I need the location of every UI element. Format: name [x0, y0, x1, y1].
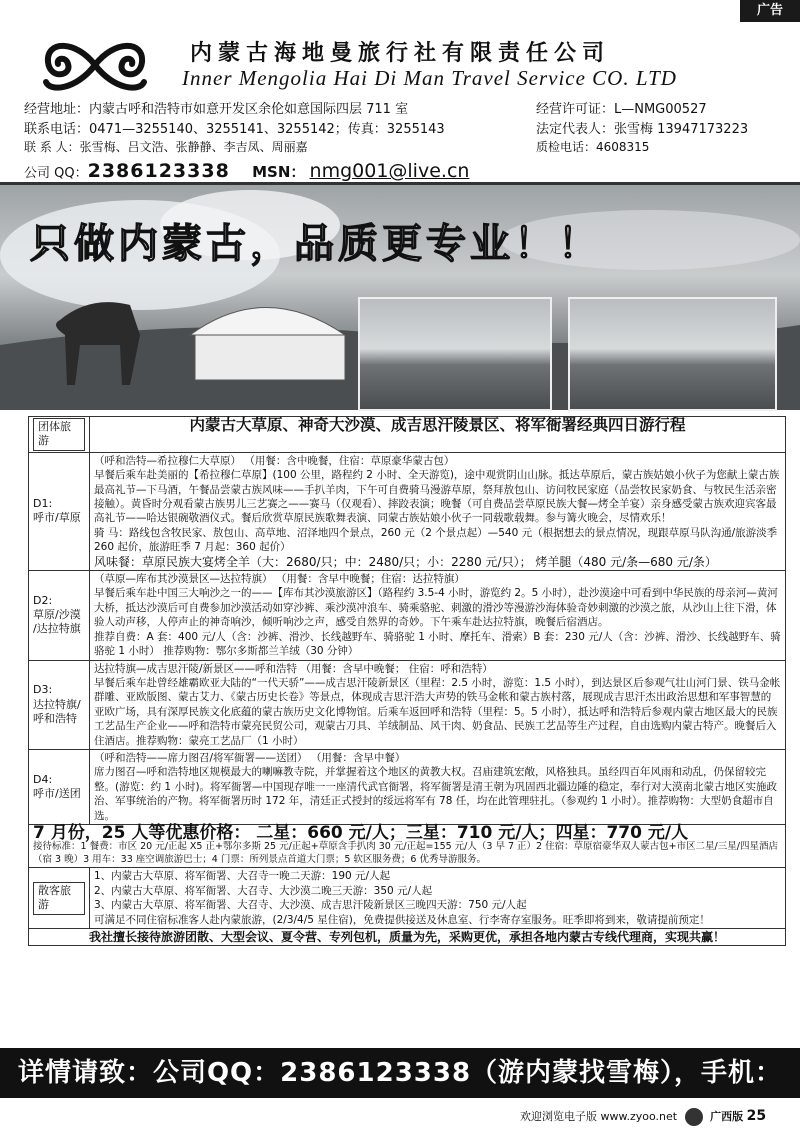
footer — [520, 1108, 766, 1126]
day-content — [90, 571, 786, 660]
scatter-content — [90, 868, 786, 929]
company-quality-phone: 质检电话：4608315 — [536, 140, 650, 154]
day-header: （呼和浩特——席力图召/将军衙署——送团） （用餐：含早中餐） — [94, 751, 406, 764]
company-name-en: Inner Mengolia Hai Di Man Travel Service CO. LTD — [182, 66, 677, 90]
day-body: 早餐后乘车赴中国三大响沙之一的——【库布其沙漠旅游区】（路程约 3.5-4 小时，游览约 2。5 小时），赴沙漠途中可看到中华民族的母亲河—黄河大桥，抵达沙漠后可自费参加沙漠活动如穿沙裤、乘沙漠冲浪车、骑乘骆驼、刺激的滑沙等漫游沙海体验奇妙刺激的沙漠之旅，从沙山上往下滑，体验人动声移，人停声止的神奇响沙，倾听响沙之声，感受自然界的奇妙。下午乘车赴达拉特旗，晚餐后宿酒店。 — [94, 587, 778, 629]
scatter-line: 1、内蒙古大草原、将军衙署、大召寺一晚二天游：190 元/人起 — [94, 870, 391, 883]
footer-site[interactable]: 欢迎浏览电子版 www.zyoo.net — [520, 1110, 678, 1123]
group-tour-label: 团体旅游 — [33, 418, 85, 451]
tour-title: 内蒙古大草原、神奇大沙漠、成吉思汗陵景区、将军衙署经典四日游行程 — [90, 417, 786, 453]
msn-address[interactable]: nmg001@live.cn — [309, 160, 470, 182]
company-contacts: 联 系 人：张雪梅、吕文浩、张静静、李吉凤、周丽嘉 — [24, 140, 308, 154]
day-body: 早餐后乘车赴美丽的【希拉穆仁草原】(100 公里，路程约 2 小时、全天游览)，途中观赏阴山山脉。抵达草原后，蒙古族姑娘小伙子为您献上蒙古族最高礼节—下马酒，午餐品尝蒙古族风味——手扒羊肉，下午可自费骑马漫游草原，祭拜敖包山、访问牧民家庭（品尝牧民家奶食、与牧民生活亲密接触）。黄昏时分观看蒙古族男儿三艺赛之——赛马（仅观看）、摔跤表演；晚餐（可自费品尝草原民族大餐—烤全羊宴）亲身感受蒙古族欢迎宾客最高礼节——哈达银碗敬酒仪式。餐后欣赏草原民族歌舞表演、同蒙古族姑娘小伙子一同载歌载舞。参与篝火晚会，尽情欢乐！ — [94, 469, 780, 525]
company-name-cn: 内蒙古海地曼旅行社有限责任公司 — [190, 40, 611, 66]
day-content — [90, 452, 786, 570]
day-row-4 — [29, 749, 786, 824]
qq-number[interactable]: 2386123338 — [87, 160, 230, 182]
day-content — [90, 749, 786, 824]
contact-line — [24, 160, 469, 182]
closing-statement: 我社擅长接待旅游团散、大型会议、夏令营、专列包机，质量为先，采购更优，承担各地内蒙古专线代理商，实现共赢！ — [29, 929, 786, 946]
yurt-camp-photo — [568, 297, 777, 411]
group-tour-label-cell — [29, 417, 90, 453]
day-label: D1: 呼市/草原 — [29, 452, 90, 570]
day-extra: 风味餐：草原民族大宴烤全羊（大：2680/只；中：2480/只；小：2280 元/只）； 烤羊腿（480 元/条—680 元/条） — [94, 554, 717, 569]
day-extra: 骑 马：路线包含牧民家、敖包山、高草地、沼泽地四个景点，260 元（2 个景点起）—540 元（根据想去的景点情况，现跟草原马队沟通/旅游淡季 260 起价，旅游旺季 7 月起：360 起价） — [94, 526, 778, 554]
day-body: 早餐后乘车赴曾经雄霸欧亚大陆的“一代天骄”——成吉思汗陵新景区（里程：2.5 小时，游览：1.5 小时），到达景区后参观气壮山河门景、铁马金帐群雕、亚欧版图、蒙古艾力、《蒙古历史长卷》等景点，体现成吉思汗浩大声势的铁马金帐和蒙古族村落，展现成吉思汗杰出政治思想和军事智慧的亚欧广场，具有深厚民族文化底蕴的蒙古族历史文化博物馆。后乘车返回呼和浩特（里程：5。5 小时），抵达呼和浩特后参观内蒙古地区最大的民族工艺品生产企业——呼和浩特市蒙亮民贸公司，观蒙古刀具、羊绒制品、风干肉、奶食品、民族工艺品等生产过程，自由选购内蒙古特产。晚餐后入住酒店。推荐购物：蒙亮工艺品厂（1 小时） — [94, 676, 781, 747]
company-logo-icon — [36, 30, 154, 100]
contact-bar: 详情请致：公司QQ：2386123338（游内蒙找雪梅），手机：13947173223 — [0, 1048, 800, 1098]
itinerary-table — [28, 416, 786, 946]
day-extra: 推荐自费：A 套：400 元/人（含：沙裤、滑沙、长线越野车、骑骆驼 1 小时、摩托车、滑索）B 套：230 元/人（含：沙裤、滑沙、长线越野车、骑骆驼 1 小时） 推荐购物：鄂尔多斯都兰羊绒（30 分钟） — [94, 630, 781, 658]
day-row-3 — [29, 660, 786, 749]
day-header: 达拉特旗—成吉思汗陵/新景区——呼和浩特 （用餐：含早中晚餐； 住宿：呼和浩特） — [94, 662, 493, 675]
service-standard: 接待标准：1 餐费：市区 20 元/正起 X5 正+鄂尔多斯 25 元/正起+草原含手扒肉 30 元/正起=155 元/人（3 早 7 正）2 住宿：草原宿豪华双人蒙古包+市区二星/三星/四星酒店（宿 3 晚）3 用车：33 座空调旅游巴士；4 门票：所列景点首道大门票；5 软区服务费；6 优秀导游服务。 — [33, 841, 778, 866]
company-legal-rep: 法定代表人：张雪梅 13947173223 — [536, 122, 749, 137]
day-content — [90, 660, 786, 749]
day-header: （呼和浩特—希拉穆仁大草原） （用餐：含中晚餐，住宿：草原豪华蒙古包） — [94, 454, 455, 467]
scatter-label-cell — [29, 868, 90, 929]
scatter-line: 3、内蒙古大草原、将军衙署、大召寺、大沙漠、成吉思汗陵新景区三晚四天游：750 元/人起 — [94, 899, 527, 912]
scatter-tour-label: 散客旅游 — [33, 882, 85, 915]
promo-price: 7 月份，25 人等优惠价格： 二星：660 元/人；三星：710 元/人；四星：770 元/人 — [33, 822, 689, 843]
day-header: （草原—库布其沙漠景区—达拉特旗） （用餐：含早中晚餐；住宿：达拉特旗） — [94, 573, 465, 586]
footer-edition: 广西版 — [710, 1110, 744, 1123]
scatter-line: 2、内蒙古大草原、将军衙署、大召寺、大沙漠二晚三天游：350 元/人起 — [94, 884, 433, 897]
promo-row — [29, 824, 786, 867]
site-logo-icon — [685, 1108, 703, 1126]
company-address: 经营地址：内蒙古呼和浩特市如意开发区余伦如意国际四层 711 室 — [24, 102, 409, 117]
day-label: D4: 呼市/送团 — [29, 749, 90, 824]
company-license: 经营许可证：L—NMG00527 — [536, 102, 707, 117]
mausoleum-photo — [358, 297, 552, 411]
day-row-2 — [29, 571, 786, 660]
ad-label: 广告 — [740, 0, 800, 22]
company-phone: 联系电话：0471—3255140、3255141、3255142；传真：3255143 — [24, 122, 445, 137]
scatter-line: 可满足不同住宿标准客人赴内蒙旅游，(2/3/4/5 星住宿)，免费提供接送及休息室、行李寄存室服务。旺季即将到来，敬请提前预定！ — [94, 913, 710, 926]
day-body: 席力图召—呼和浩特地区规模最大的喇嘛教寺院，并掌握着这个地区的黄教大权。召庙建筑宏敞，风格独具。虽经四百年风雨和动乱，仍保留较完整。(游览：约 1 小时)。将军衙署—中国现存唯一一座清代武官衙署，将军衙署是清王朝为巩固西北疆边陲的稳定，奉行对大漠南北蒙古地区实施政治、军事统治的产物。将军衙署历时 172 年，清廷正式授封的绥远将军有 78 任，均在此管理驻扎。（参观约 1 小时）。推荐购物：大型奶食超市自选。 — [94, 766, 778, 822]
qq-label: 公司 QQ： — [24, 166, 88, 181]
day-row-1 — [29, 452, 786, 570]
banner-slogan: 只做内蒙古，品质更专业！！ — [30, 220, 602, 267]
day-label: D3: 达拉特旗/ 呼和浩特 — [29, 660, 90, 749]
page-number: 25 — [746, 1108, 767, 1124]
msn-label: MSN： — [252, 163, 306, 181]
day-label: D2: 草原/沙漠 /达拉特旗 — [29, 571, 90, 660]
